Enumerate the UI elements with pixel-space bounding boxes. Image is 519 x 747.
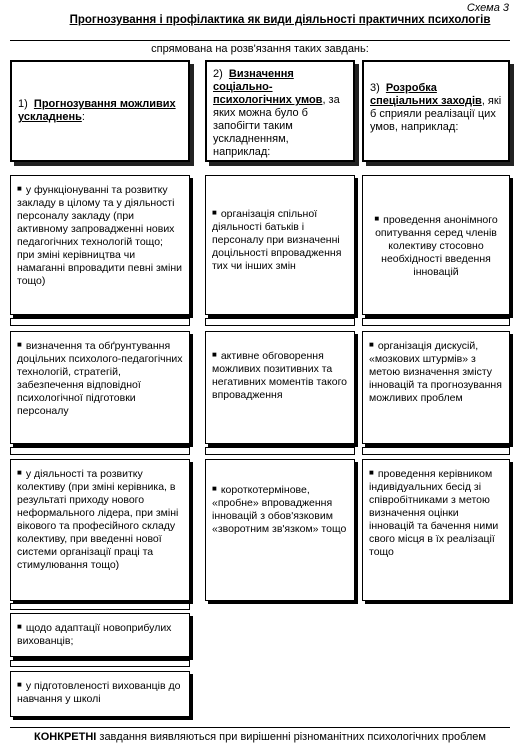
col1-text-1: у функціонуванні та розвитку закладу в цілому та у діяльності персоналу закладу (при активному запровадженні нових педагогічних технологій тощо; при зміні керівництва чи намаганні впровадити певні зміни тощо) xyxy=(17,184,182,287)
col3-box-2 xyxy=(362,331,510,444)
col3-text-2: організація дискусій, «мозкових штурмів» з метою визначення змісту інновацій та прогнозування можливих проблем xyxy=(369,340,502,404)
header-3-bold: Розробка спеціальних заходів xyxy=(370,82,482,107)
col3-text-1: проведення анонімного опитування серед членів колективу стосовно необхідності введення інновацій xyxy=(375,214,498,278)
bullet-icon: ■ xyxy=(17,340,22,349)
bottom-caption-bold: КОНКРЕТНІ xyxy=(34,731,97,743)
header-2-rest: , за яких можна було б запобігти таким ускладненням, наприклад: xyxy=(213,94,340,158)
col1-box-4 xyxy=(10,613,190,657)
connector-strip xyxy=(362,447,510,455)
connector-strip xyxy=(10,660,190,667)
header-3-num: 3) xyxy=(370,82,380,94)
diagram-subtitle: спрямована на розв'язання таких завдань: xyxy=(10,40,510,55)
col1-box-1 xyxy=(10,175,190,315)
connector-strip xyxy=(10,447,190,455)
col1-text-2: визначення та обґрунтування доцільних психолого-педагогічних технологій, стратегій, забезпечення відповідної психологічної підготовки персоналу xyxy=(17,340,183,417)
header-1-bold: Прогнозування можливих ускладнень xyxy=(18,98,176,123)
connector-strip xyxy=(205,447,355,455)
connector-strip xyxy=(10,603,190,610)
header-3-rest: , які б сприяли реалізації цих умов, наприклад: xyxy=(370,95,502,133)
col3-text-3: проведення керівником індивідуальних бесід зі співробітниками з метою визначення оцінки інновацій та бачення ними свого місця в їх реалізації тощо xyxy=(369,468,499,558)
col1-text-5: у підготовленості вихованців до навчання у школі xyxy=(17,680,181,705)
col2-box-1 xyxy=(205,175,355,315)
connector-strip xyxy=(205,318,355,326)
col2-text-3: короткотермінове, «пробне» впровадження інновацій з обов'язковим «зворотним зв'язком» тощо xyxy=(212,484,347,535)
connector-strip xyxy=(10,318,190,326)
bullet-icon: ■ xyxy=(17,184,22,193)
col3-box-1 xyxy=(362,175,510,315)
bottom-caption-rest: завдання виявляються при вирішенні різноманітних психологічних проблем xyxy=(96,731,486,743)
header-2-bold: Визначення соціально-психологічних умов xyxy=(213,68,323,106)
header-box-2 xyxy=(205,60,355,162)
col2-box-2 xyxy=(205,331,355,444)
col1-box-5 xyxy=(10,671,190,717)
col3-box-3 xyxy=(362,459,510,601)
col2-text-1: організація спільної діяльності батьків і персоналу при визначенні доцільності впровадження тих чи інших змін xyxy=(212,208,342,272)
col1-box-2 xyxy=(10,331,190,444)
bullet-icon: ■ xyxy=(212,350,217,359)
connector-strip xyxy=(362,318,510,326)
header-1-num: 1) xyxy=(18,98,28,110)
header-2-num: 2) xyxy=(213,68,223,80)
scheme-label: Схема 3 xyxy=(466,2,509,14)
header-1-rest: : xyxy=(81,111,85,123)
header-box-3 xyxy=(362,60,510,162)
col2-text-2: активне обговорення можливих позитивних та негативних моментів такого впровадження xyxy=(212,350,348,401)
header-box-1 xyxy=(10,60,190,162)
bullet-icon: ■ xyxy=(212,208,217,217)
bullet-icon: ■ xyxy=(212,484,217,493)
diagram-title: Прогнозування і профілактика як види діяльності практичних психологів xyxy=(69,14,491,26)
bullet-icon: ■ xyxy=(369,340,374,349)
bottom-caption xyxy=(10,727,510,743)
bullet-icon: ■ xyxy=(374,214,380,223)
col1-box-3 xyxy=(10,459,190,601)
bullet-icon: ■ xyxy=(17,468,22,477)
col1-text-4: щодо адаптації новоприбулих вихованців; xyxy=(17,622,172,647)
bullet-icon: ■ xyxy=(17,622,22,631)
bullet-icon: ■ xyxy=(369,468,374,477)
col2-box-3 xyxy=(205,459,355,601)
col1-text-3: у діяльності та розвитку колективу (при зміні керівника, в результаті приходу нового неформального лідера, при зміні вікового та професійного складу колективу, при введенні нової системи організації праці та стимулювання тощо) xyxy=(17,468,179,571)
bullet-icon: ■ xyxy=(17,680,22,689)
